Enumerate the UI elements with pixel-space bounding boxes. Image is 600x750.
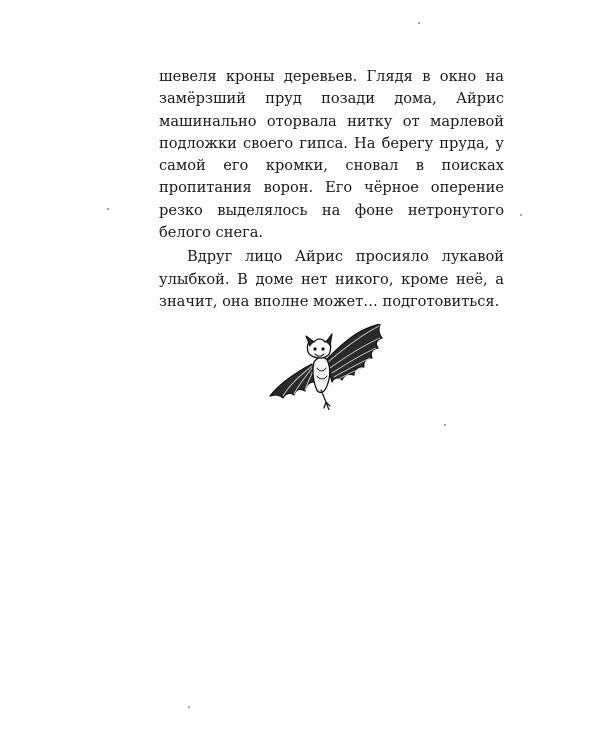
paper-speck bbox=[188, 706, 190, 708]
paper-speck bbox=[107, 208, 109, 210]
paragraph-2: Вдруг лицо Айрис просияло лукавой улыбкой. В доме нет никого, кроме неё, а значит, она вполне может… подготовиться. bbox=[159, 248, 504, 310]
page-text bbox=[159, 66, 504, 313]
paper-speck bbox=[444, 424, 446, 426]
bat-icon bbox=[268, 324, 386, 410]
paper-speck bbox=[520, 214, 522, 216]
paragraph-1: шевеля кроны деревьев. Глядя в окно на замёрзший пруд позади дома, Айрис машинально оторвала нитку от марлевой подложки своего гипса. На берегу пруда, у самой его кромки, сновал в поисках пропитания ворон. Его чёрное оперение резко выделялось на фоне нетронутого белого снега. bbox=[159, 68, 504, 242]
paper-speck bbox=[418, 22, 420, 24]
